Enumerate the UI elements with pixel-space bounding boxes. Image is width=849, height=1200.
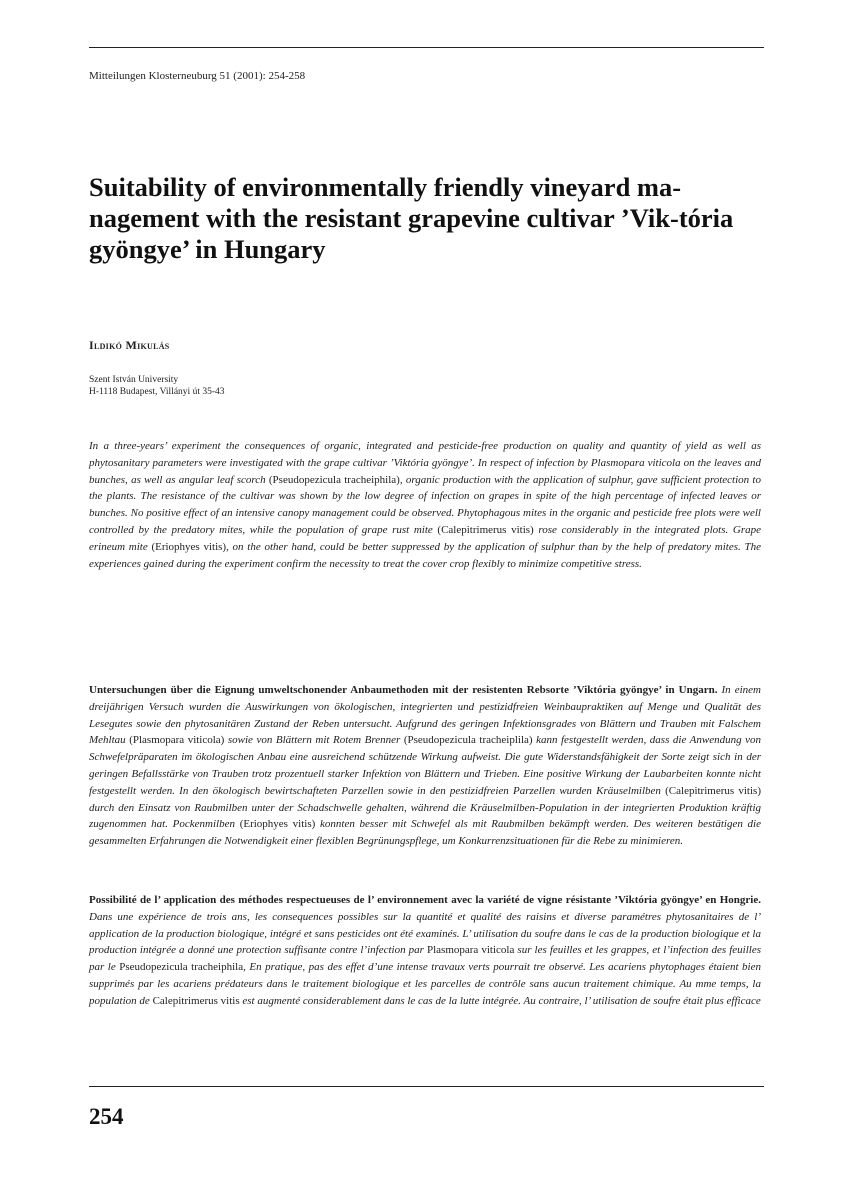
top-rule: [89, 47, 764, 48]
abstract-english: [89, 438, 761, 572]
journal-citation: Mitteilungen Klosterneuburg 51 (2001): 254-258: [89, 70, 306, 82]
abstract-french: [89, 892, 761, 1010]
abstract-fr-text: Dans une expérience de trois ans, les consequences possibles sur la quantité et qualité des raisins et diverse paramétres phytosanitaires de l’ application de la production biologique, intégré et sans pesticides ont été examinés. L’ utilisation du soufre dans le cas de la production biologique et la production intégrée a donné une protection suffisante contre l’infection par: [89, 910, 761, 957]
species-name: (Calepitrimerus vitis): [665, 784, 761, 797]
abstract-german: [89, 682, 761, 850]
abstract-de-text: sowie von Blättern mit Rotem Brenner: [224, 734, 404, 747]
species-name: (Plasmopara viticola): [129, 734, 225, 747]
author-name: Ildikó Mikulás: [89, 338, 170, 352]
species-name: (Pseudopezicula tracheiphila): [268, 473, 400, 486]
abstract-en-text: Plasmopara viticola: [590, 456, 681, 469]
species-name: Plasmopara viticola: [426, 944, 515, 957]
species-name: (Eriophyes vitis): [151, 540, 227, 553]
abstract-de-text: konnten besser mit Schwefel als mit Raubmilben bekämpft werden. Des weiteren bestätigen die gesammelten Erfahrungen die Notwendigkeit einer flexiblen Begrünungspflege, um Konkurrenzsituationen für die Rebe zu minimieren.: [89, 818, 761, 848]
page-number: 254: [89, 1104, 124, 1129]
bottom-rule: [89, 1086, 764, 1087]
abstract-fr-text: est augmenté considerablement dans le cas de la lutte intégrée. Au contraire, l’ utilisation de soufre était plus efficace: [239, 994, 761, 1007]
species-name: Pseudopezicula tracheiphila: [119, 961, 244, 974]
abstract-fr-text: sur les feuilles et les grappes, et l’infection des feuilles par le: [89, 944, 761, 974]
abstract-de-text: durch den Einsatz von Raubmilben unter der Schadschwelle gehalten, während die Kräuselmilben-Population in der integrierten Produktion kräftig zugenommen hat. Pockenmilben: [89, 801, 761, 831]
species-name: (Pseudopezicula tracheiplila): [403, 734, 533, 747]
abstract-de-text: kann festgestellt werden, dass die Anwendung von Schwefelpräparaten im ökologischen Anbau eine ausreichend schützende Wirkung aufweist. Die gute Widerstandsfähigkeit der Sorte zeigt sich in der geringen Befallsstärke von Trauben trotz prozentuell starker Infektion von Blättern und Trieben. Eine positive Wirkung der Laubarbeiten konnte nicht festgestellt werden. In den ökologisch bewirtschafteten Parzellen sowie in den pestizidfreien Parzellen wurden Kräuselmilben: [89, 734, 761, 797]
abstract-de-heading: Untersuchungen über die Eignung umweltschonender Anbaumethoden mit der resistenten Rebsorte ’Viktória gyöngye’ in Ungarn.: [89, 684, 718, 696]
abstract-fr-text: , En pratique, pas des effet d’une intense travaux verts pourrait tre observé. Les acariens phytophages étaient bien supprimés par les acariens prédateurs dans le traitement biologique et les parcelles de contrôle sans aucun traitement chimique. Au mme temps, la population de: [89, 961, 761, 1007]
abstract-en-text: In a three-years’ experiment the consequences of organic, integrated and pesticide-free production on quality and quantity of yield as well as phytosanitary parameters were investigated with the grape cultivar ’Viktória gyöngye’. In respect of infection by: [89, 440, 761, 469]
article-title: Suitability of environmentally friendly vineyard ma-nagement with the resistant grapevine cultivar ’Vik-tória gyöngye’ in Hungary: [89, 172, 734, 264]
abstract-en-text: , on the other hand, could be better suppressed by the application of sulphur than by the help of predatory mites. The experiences gained during the experiment confirm the necessity to treat the cover crop flexibly to minimize competitive stress.: [89, 540, 761, 570]
abstract-en-text: rose considerably in the integrated plots. Grape erineum mite: [89, 523, 761, 553]
species-name: Calepitrimerus vitis: [152, 994, 240, 1007]
affiliation-address: H-1118 Budapest, Villányi út 35-43: [89, 386, 225, 397]
abstract-de-text: In einem dreijährigen Versuch wurden die Auswirkungen von ökologischen, integrierten und pestizidfreien Weinbaupraktiken auf Menge und Qualität des Lesegutes sowie den phytosanitären Zustand der Reben untersucht. Aufgrund des geringen Infektionsgrades von Blättern und Trauben mit Falschem Mehltau: [89, 684, 761, 747]
species-name: (Eriophyes vitis): [239, 818, 316, 831]
affiliation-institution: Szent István University: [89, 375, 179, 385]
author-affiliation: [89, 375, 225, 398]
abstract-en-text: , organic production with the application of sulphur, gave sufficient protection to the plants. The resistance of the cultivar was shown by the low degree of infection on grapes in spite of the high percentage of infected leaves or bunches. No positive effect of an intensive canopy management could be observed. Phytophagous mites in the organic and pesticide free plots were well controlled by the predatory mites, while the population of grape rust mite: [89, 473, 761, 536]
species-name: (Calepitrimerus vitis): [437, 523, 534, 536]
abstract-fr-heading: Possibilité de l’ application des méthodes respectueuses de l’ environnement avec la variété de vigne résistante ’Viktória gyöngye’ en Hongrie.: [89, 894, 761, 906]
abstract-en-text: on the leaves and bunches, as well as angular leaf scorch: [89, 456, 761, 486]
